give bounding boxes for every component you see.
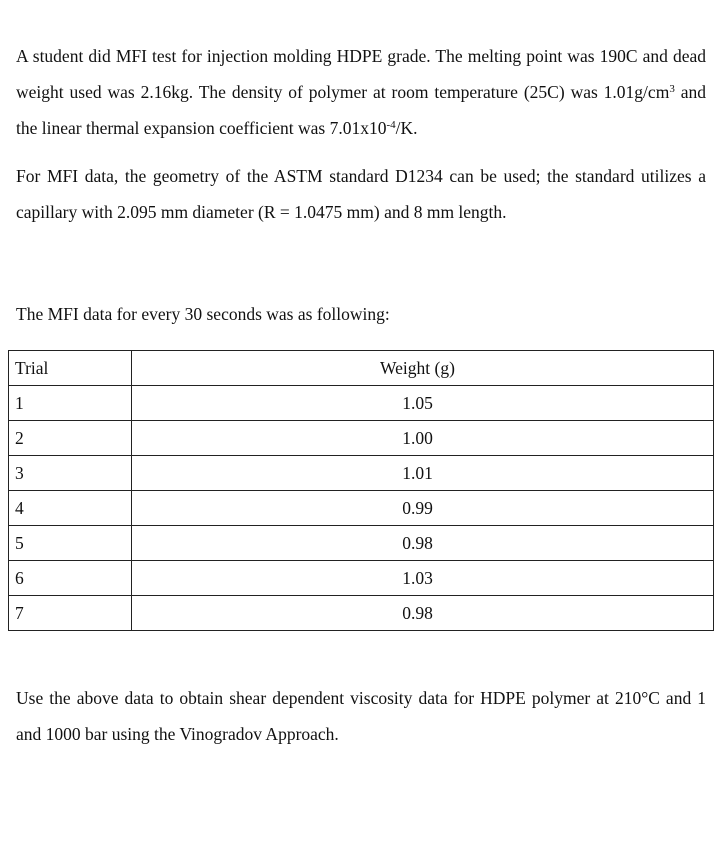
weight-cell: 1.01 — [132, 456, 714, 491]
trial-cell: 2 — [9, 421, 132, 456]
table-header-row — [9, 351, 714, 386]
trial-cell: 7 — [9, 596, 132, 631]
table-row — [9, 596, 714, 631]
mfi-data-table — [8, 350, 714, 631]
weight-cell: 1.00 — [132, 421, 714, 456]
weight-cell: 1.05 — [132, 386, 714, 421]
table-row — [9, 561, 714, 596]
trial-cell: 3 — [9, 456, 132, 491]
weight-cell: 0.99 — [132, 491, 714, 526]
weight-cell: 0.98 — [132, 526, 714, 561]
table-row — [9, 456, 714, 491]
weight-cell: 1.03 — [132, 561, 714, 596]
table-row — [9, 526, 714, 561]
weight-cell: 0.98 — [132, 596, 714, 631]
intro-paragraph — [16, 38, 706, 146]
table-row — [9, 386, 714, 421]
task-paragraph: Use the above data to obtain shear dependent viscosity data for HDPE polymer at 210°C and 1 and 1000 bar using the Vinogradov Approach. — [16, 688, 706, 744]
expansion-exponent: -4 — [386, 119, 396, 131]
trial-cell: 4 — [9, 491, 132, 526]
intro-text-part-2: and the linear thermal expansion coefficient was 7.01x10 — [16, 82, 706, 138]
trial-cell: 5 — [9, 526, 132, 561]
intro-text-part-1: A student did MFI test for injection molding HDPE grade. The melting point was 190C and dead weight used was 2.16kg. The density of polymer at room temperature (25C) was 1.01g/cm — [16, 46, 706, 102]
intro-text-part-3: /K. — [395, 118, 418, 138]
table-intro-paragraph: The MFI data for every 30 seconds was as following: — [16, 304, 390, 324]
table-row — [9, 491, 714, 526]
weight-column-header: Weight (g) — [132, 351, 714, 386]
geometry-paragraph: For MFI data, the geometry of the ASTM standard D1234 can be used; the standard utilizes a capillary with 2.095 mm diameter (R = 1.0475 mm) and 8 mm length. — [16, 166, 706, 222]
trial-cell: 1 — [9, 386, 132, 421]
trial-column-header: Trial — [9, 351, 132, 386]
cubic-exponent: 3 — [669, 83, 675, 95]
table-row — [9, 421, 714, 456]
trial-cell: 6 — [9, 561, 132, 596]
